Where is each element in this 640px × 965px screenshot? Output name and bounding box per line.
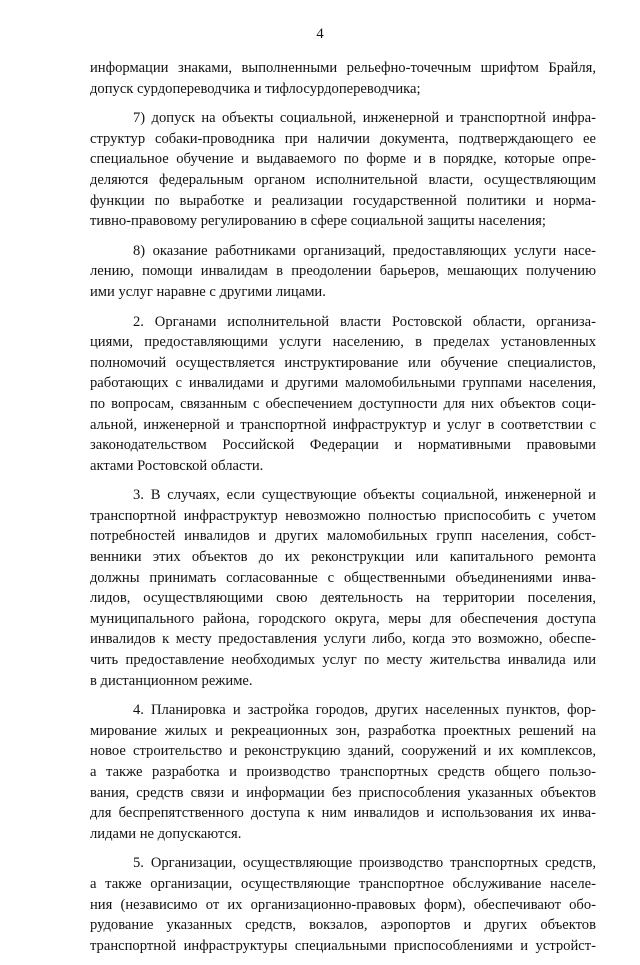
text-line: тивно-правовому регулированию в сфере социальной защиты населения;: [90, 213, 546, 230]
text-line: специальное обучение и выдаваемого по форме и в порядке, которые опре-: [90, 151, 596, 168]
text-line: по вопросам, связанным с обеспечением доступности для них объектов соци-: [90, 395, 596, 412]
text-line: лидов, осуществляющими свою деятельность на территории поселения,: [90, 590, 596, 607]
text-line: транспортной инфраструктур невозможно полностью приспособить с учетом: [90, 507, 596, 524]
text-line: а также разработка и производство транспортных средств общего пользо-: [90, 764, 596, 780]
text-line: муниципального района, городского округа, меры для обеспечения доступа: [90, 610, 596, 627]
text-line: актами Ростовской области.: [90, 457, 264, 474]
text-line: структур собаки-проводника при наличии документа, подтверждающего ее: [90, 130, 596, 147]
text-line: альной, инженерной и транспортной инфраструктур и услуг в соответствии с: [90, 416, 596, 433]
text-line: лению, помощи инвалидам в преодолении барьеров, мешающих получению: [90, 263, 596, 280]
text-line: 2. Органами исполнительной власти Ростовской области, организа-: [133, 313, 596, 330]
text-line: информации знаками, выполненными рельефно-точечным шрифтом Брайля,: [90, 60, 596, 76]
text-line: должны принимать согласованные с общественными объединениями инва-: [90, 569, 596, 586]
text-line: полномочий осуществляется инструктирование или обучение специалистов,: [90, 354, 596, 371]
text-line: а также организации, осуществляющие транспортное обслуживание населе-: [90, 875, 596, 892]
text-line: функции по выработке и реализации государственной политики и норма-: [90, 192, 596, 209]
paragraph: [90, 58, 596, 99]
text-line: транспортной инфраструктуры специальными приспособлениями и устройст-: [90, 937, 596, 954]
paragraph: [90, 108, 596, 232]
text-line: ния (независимо от их организационно-правовых форм), обеспечивают обо-: [90, 896, 596, 913]
text-line: допуск сурдопереводчика и тифлосурдопереводчика;: [90, 80, 421, 97]
paragraph: [90, 700, 596, 844]
text-line: деляются федеральным органом исполнительной власти, осуществляющим: [90, 171, 596, 188]
text-line: вания, средств связи и информации без приспособления указанных объектов: [90, 784, 596, 801]
text-line: для беспрепятственного доступа к ним инвалидов и использования их инва-: [90, 805, 596, 822]
text-line: работающих с инвалидами и другими маломобильными группами населения,: [90, 375, 596, 392]
paragraph: [90, 485, 596, 691]
text-line: законодательством Российской Федерации и нормативными правовыми: [90, 437, 596, 454]
paragraph: [90, 312, 596, 477]
text-line: 8) оказание работниками организаций, предоставляющих услуги насе-: [133, 242, 596, 259]
document-body: [90, 58, 596, 965]
text-line: 3. В случаях, если существующие объекты социальной, инженерной и: [133, 487, 596, 504]
text-line: в дистанционном режиме.: [90, 672, 253, 689]
text-line: циями, предоставляющими услуги населению, в пределах установленных: [90, 334, 596, 351]
text-line: лидами не допускаются.: [90, 825, 242, 842]
text-line: 5. Организации, осуществляющие производство транспортных средств,: [133, 855, 596, 872]
text-line: 4. Планировка и застройка городов, других населенных пунктов, фор-: [133, 702, 596, 719]
text-line: ими услуг наравне с другими лицами.: [90, 283, 326, 300]
text-line: чить предоставление необходимых услуг по месту жительства инвалида или: [90, 652, 596, 669]
text-line: венники этих объектов до их реконструкции или капитального ремонта: [90, 549, 596, 566]
paragraph: [90, 241, 596, 303]
text-line: рудование указанных средств, вокзалов, аэропортов и других объектов: [90, 917, 596, 934]
text-line: новое строительство и реконструкцию зданий, сооружений и их комплексов,: [90, 743, 596, 760]
text-line: мирование жилых и рекреационных зон, разработка проектных решений на: [90, 722, 596, 739]
text-line: потребностей инвалидов и других маломобильных групп населения, собст-: [90, 528, 596, 545]
text-line: 7) допуск на объекты социальной, инженерной и транспортной инфра-: [133, 110, 596, 127]
page-number: 4: [316, 26, 324, 42]
text-line: инвалидов к месту предоставления услуги либо, когда это возможно, обеспе-: [90, 631, 596, 648]
